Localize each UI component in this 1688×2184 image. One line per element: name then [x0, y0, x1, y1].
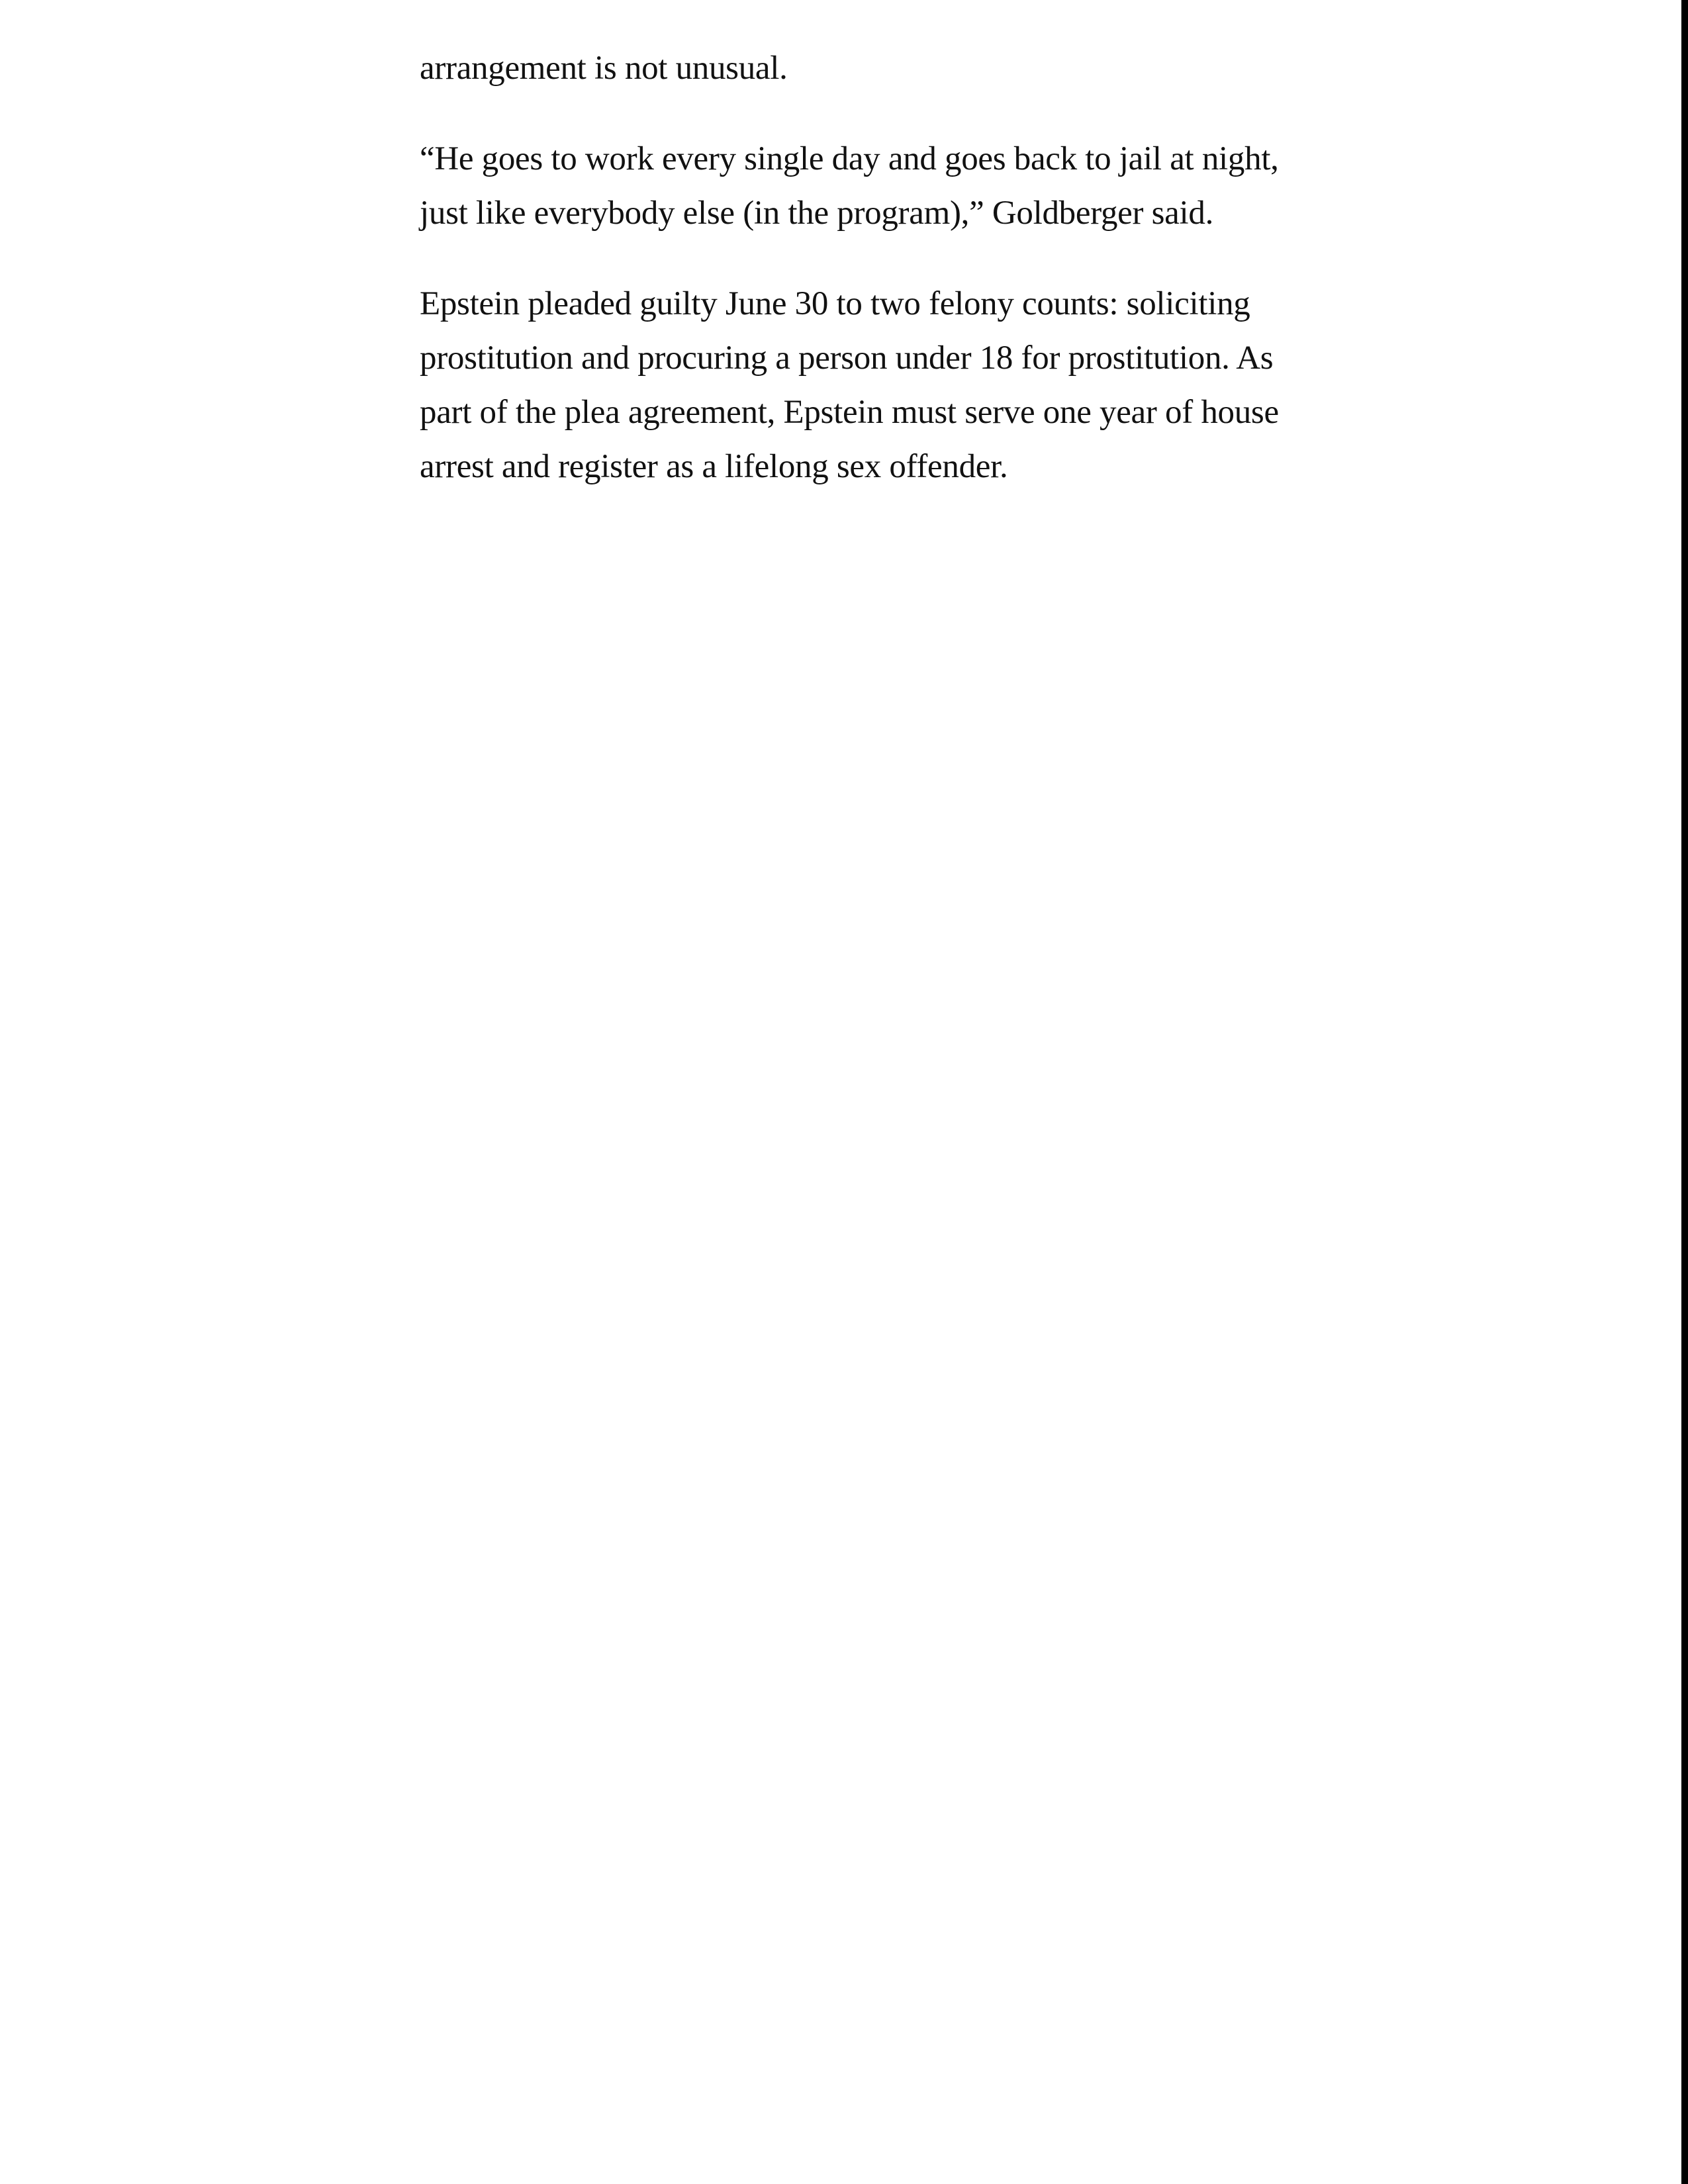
paragraph-2: “He goes to work every single day and goes back to jail at night, just like everybody else (in the program),” Goldberger said. — [420, 140, 1279, 232]
paragraph-3: Epstein pleaded guilty June 30 to two felony counts: soliciting prostitution and procuring a person under 18 for prostitution. As part of the plea agreement, Epstein must serve one year of house arrest and register as a lifelong sex offender. — [420, 285, 1279, 485]
page-right-edge-border — [1681, 0, 1688, 2184]
article-body — [420, 41, 1280, 530]
paragraph-1: arrangement is not unusual. — [420, 50, 788, 87]
